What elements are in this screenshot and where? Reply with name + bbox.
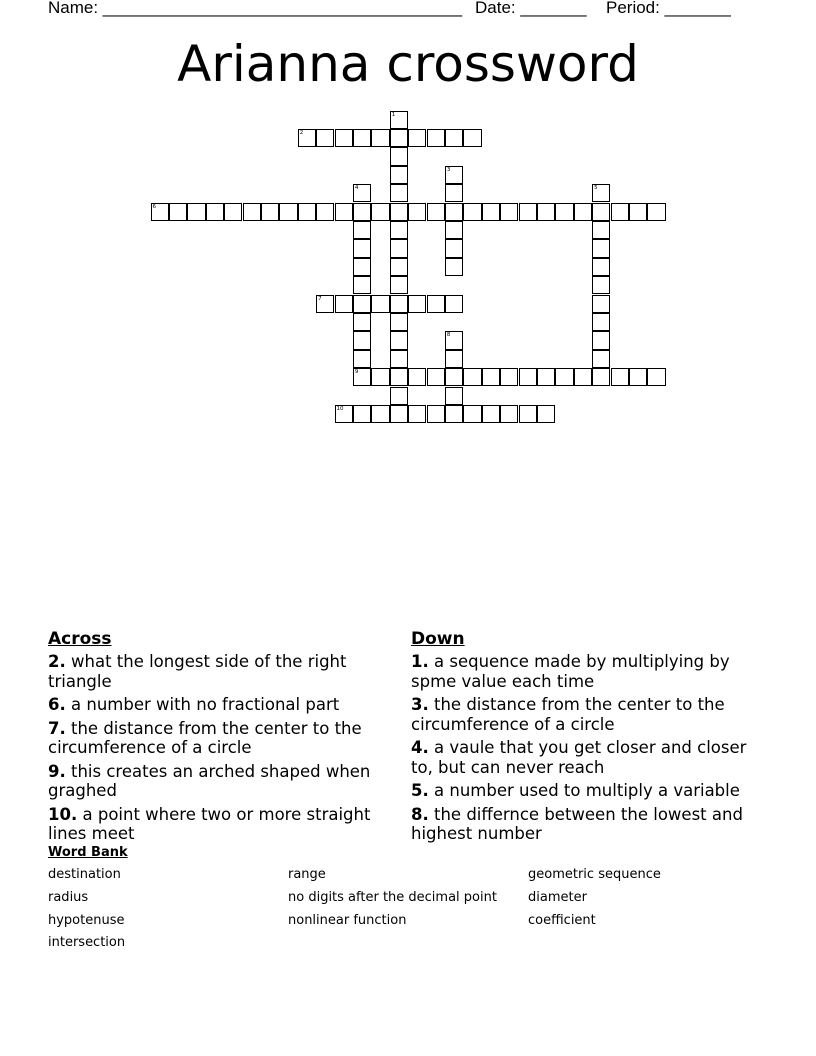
- grid-cell[interactable]: [298, 203, 316, 221]
- grid-cell[interactable]: [482, 368, 500, 386]
- clue-across-9: 9. this creates an arched shaped when graghed: [48, 761, 371, 800]
- down-heading: Down: [411, 629, 465, 649]
- grid-cell[interactable]: [592, 239, 610, 257]
- grid-cell[interactable]: [592, 221, 610, 239]
- grid-cell[interactable]: [463, 129, 481, 147]
- grid-cell[interactable]: [390, 203, 408, 221]
- clue-number: 10: [336, 405, 344, 412]
- grid-cell[interactable]: [500, 368, 518, 386]
- grid-cell[interactable]: [445, 221, 463, 239]
- grid-cell[interactable]: [316, 203, 334, 221]
- grid-cell[interactable]: [390, 387, 408, 405]
- grid-cell[interactable]: [169, 203, 187, 221]
- clue-down-8: 8. the differnce between the lowest and highest number: [411, 804, 743, 843]
- grid-cell[interactable]: [445, 368, 463, 386]
- grid-cell[interactable]: [592, 258, 610, 276]
- grid-cell[interactable]: [611, 368, 629, 386]
- word-bank-item: coefficient: [528, 913, 596, 928]
- grid-cell[interactable]: [629, 203, 647, 221]
- grid-cell[interactable]: [592, 203, 610, 221]
- grid-cell[interactable]: [298, 129, 316, 147]
- grid-cell[interactable]: [463, 368, 481, 386]
- clue-number: 5: [594, 185, 598, 192]
- word-bank-item: destination: [48, 867, 121, 882]
- grid-cell[interactable]: [187, 203, 205, 221]
- grid-cell[interactable]: [371, 368, 389, 386]
- across-heading: Across: [48, 629, 112, 649]
- clue-number: 1: [391, 111, 396, 118]
- clue-across-7: 7. the distance from the center to the circumference of a circle: [48, 718, 362, 757]
- grid-cell[interactable]: [592, 368, 610, 386]
- grid-cell[interactable]: [537, 405, 555, 423]
- grid-cell[interactable]: [353, 350, 371, 368]
- grid-cell[interactable]: [390, 258, 408, 276]
- clue-down-3: 3. the distance from the center to the circumference of a circle: [411, 695, 725, 734]
- grid-cell[interactable]: [353, 295, 371, 313]
- grid-cell[interactable]: [261, 203, 279, 221]
- grid-cell[interactable]: [445, 239, 463, 257]
- grid-cell[interactable]: [592, 350, 610, 368]
- grid-cell[interactable]: [445, 387, 463, 405]
- clue-across-2: 2. what the longest side of the right triangle: [48, 652, 347, 691]
- word-bank-item: diameter: [528, 890, 587, 905]
- clue-down-4: 4. a vaule that you get closer and closer to, but can never reach: [411, 738, 747, 777]
- clue-number: 3: [446, 166, 451, 173]
- grid-cell[interactable]: [390, 221, 408, 239]
- grid-cell[interactable]: [445, 350, 463, 368]
- word-bank-item: range: [288, 867, 326, 882]
- name-field-label[interactable]: Name: ______________________________________: [48, 0, 463, 17]
- grid-cell[interactable]: [592, 313, 610, 331]
- grid-cell[interactable]: [408, 203, 426, 221]
- grid-cell[interactable]: [647, 203, 665, 221]
- grid-cell[interactable]: [390, 405, 408, 423]
- grid-cell[interactable]: [353, 313, 371, 331]
- grid-cell[interactable]: [390, 331, 408, 349]
- grid-cell[interactable]: [445, 331, 463, 349]
- grid-cell[interactable]: [574, 368, 592, 386]
- grid-cell[interactable]: [390, 350, 408, 368]
- grid-cell[interactable]: [482, 203, 500, 221]
- grid-cell[interactable]: [408, 405, 426, 423]
- grid-cell[interactable]: [445, 166, 463, 184]
- grid-cell[interactable]: [427, 368, 445, 386]
- grid-cell[interactable]: [353, 129, 371, 147]
- word-bank-item: radius: [48, 890, 89, 905]
- grid-cell[interactable]: [335, 405, 353, 423]
- clue-number: 4: [354, 185, 359, 192]
- grid-cell[interactable]: [390, 368, 408, 386]
- grid-cell[interactable]: [353, 203, 371, 221]
- grid-cell[interactable]: [353, 331, 371, 349]
- grid-cell[interactable]: [151, 203, 169, 221]
- clue-number: 9: [354, 369, 359, 376]
- grid-cell[interactable]: [427, 405, 445, 423]
- clue-number: 7: [318, 295, 322, 302]
- grid-cell[interactable]: [335, 203, 353, 221]
- grid-cell[interactable]: [445, 405, 463, 423]
- word-bank-item: geometric sequence: [528, 867, 661, 882]
- grid-cell[interactable]: [390, 184, 408, 202]
- grid-cell[interactable]: [445, 203, 463, 221]
- grid-cell[interactable]: [519, 203, 537, 221]
- grid-cell[interactable]: [316, 129, 334, 147]
- word-bank-item: no digits after the decimal point: [288, 890, 497, 905]
- grid-cell[interactable]: [445, 129, 463, 147]
- grid-cell[interactable]: [537, 203, 555, 221]
- grid-cell[interactable]: [353, 184, 371, 202]
- grid-cell[interactable]: [371, 129, 389, 147]
- grid-cell[interactable]: [408, 368, 426, 386]
- grid-cell[interactable]: [647, 368, 665, 386]
- grid-cell[interactable]: [427, 129, 445, 147]
- grid-cell[interactable]: [390, 239, 408, 257]
- grid-cell[interactable]: [206, 203, 224, 221]
- word-bank-item: intersection: [48, 935, 126, 950]
- clue-number: 6: [152, 203, 156, 210]
- grid-cell[interactable]: [500, 405, 518, 423]
- grid-cell[interactable]: [427, 203, 445, 221]
- grid-cell[interactable]: [555, 203, 573, 221]
- across-clues: [48, 629, 388, 848]
- grid-cell[interactable]: [335, 129, 353, 147]
- grid-cell[interactable]: [353, 368, 371, 386]
- clue-across-6: 6. a number with no fractional part: [48, 695, 340, 714]
- grid-cell[interactable]: [408, 129, 426, 147]
- grid-cell[interactable]: [445, 184, 463, 202]
- grid-cell[interactable]: [629, 368, 647, 386]
- grid-cell[interactable]: [353, 221, 371, 239]
- clue-across-10: 10. a point where two or more straight lines meet: [48, 804, 371, 843]
- grid-cell[interactable]: [519, 368, 537, 386]
- down-clues: [411, 629, 766, 848]
- date-field-label[interactable]: Date: _______: [475, 0, 587, 17]
- grid-cell[interactable]: [592, 276, 610, 294]
- grid-cell[interactable]: [224, 203, 242, 221]
- grid-cell[interactable]: [592, 331, 610, 349]
- grid-cell[interactable]: [445, 295, 463, 313]
- grid-cell[interactable]: [371, 203, 389, 221]
- clue-down-1: 1. a sequence made by multiplying by spme value each time: [411, 652, 730, 691]
- grid-cell[interactable]: [519, 405, 537, 423]
- grid-cell[interactable]: [390, 295, 408, 313]
- grid-cell[interactable]: [537, 368, 555, 386]
- grid-cell[interactable]: [353, 276, 371, 294]
- grid-cell[interactable]: [243, 203, 261, 221]
- grid-cell[interactable]: [390, 147, 408, 165]
- word-bank-item: nonlinear function: [288, 913, 407, 928]
- period-field-label[interactable]: Period: _______: [606, 0, 731, 17]
- grid-cell[interactable]: [371, 295, 389, 313]
- grid-cell[interactable]: [371, 405, 389, 423]
- clue-number: 8: [446, 332, 451, 339]
- grid-cell[interactable]: [463, 405, 481, 423]
- grid-cell[interactable]: [390, 129, 408, 147]
- word-bank-title: Word Bank: [48, 845, 128, 860]
- grid-cell[interactable]: [390, 166, 408, 184]
- grid-cell[interactable]: [463, 203, 481, 221]
- grid-cell[interactable]: [390, 276, 408, 294]
- grid-cell[interactable]: [353, 258, 371, 276]
- grid-cell[interactable]: [353, 239, 371, 257]
- grid-cell[interactable]: [445, 258, 463, 276]
- grid-cell[interactable]: [482, 405, 500, 423]
- clue-down-5: 5. a number used to multiply a variable: [411, 781, 740, 800]
- grid-cell[interactable]: [574, 203, 592, 221]
- grid-cell[interactable]: [592, 295, 610, 313]
- grid-cell[interactable]: [592, 184, 610, 202]
- clue-number: 2: [299, 129, 304, 136]
- grid-cell[interactable]: [611, 203, 629, 221]
- grid-cell[interactable]: [500, 203, 518, 221]
- grid-cell[interactable]: [335, 295, 353, 313]
- grid-cell[interactable]: [279, 203, 297, 221]
- page-title: Arianna crossword: [177, 35, 639, 93]
- grid-cell[interactable]: [316, 295, 334, 313]
- grid-cell[interactable]: [555, 368, 573, 386]
- grid-cell[interactable]: [353, 405, 371, 423]
- grid-cell[interactable]: [408, 295, 426, 313]
- word-bank-item: hypotenuse: [48, 913, 125, 928]
- grid-cell[interactable]: [390, 313, 408, 331]
- grid-cell[interactable]: [427, 295, 445, 313]
- grid-cell[interactable]: [390, 111, 408, 129]
